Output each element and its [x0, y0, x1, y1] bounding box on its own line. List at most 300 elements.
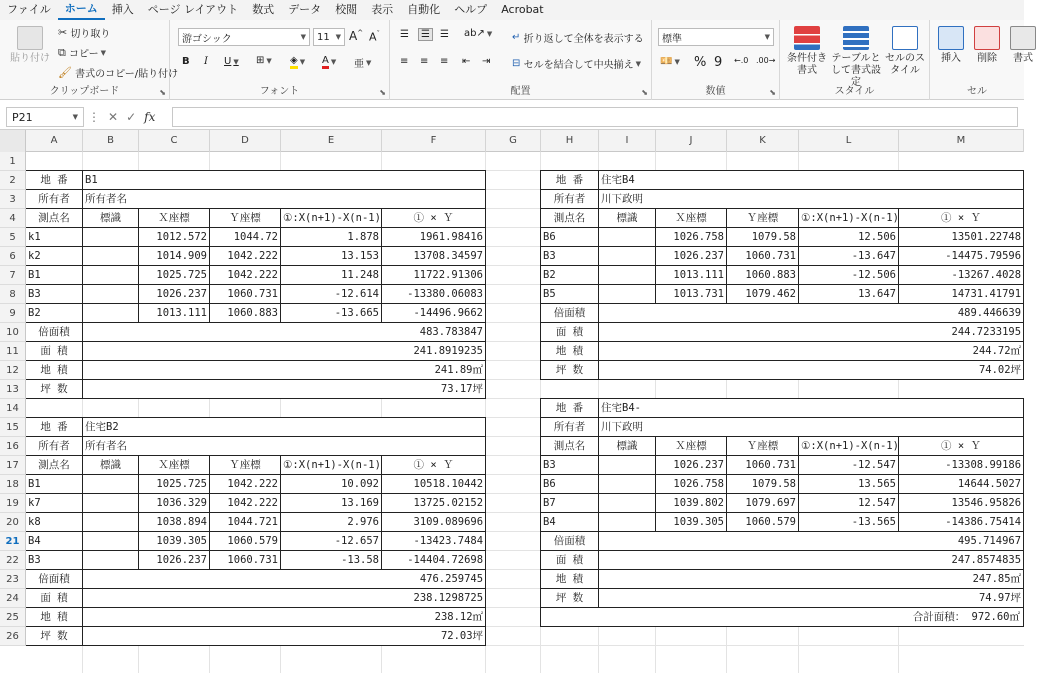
align-center-button[interactable]: [420, 56, 428, 67]
column-heading[interactable]: ①:X(n+1)-X(n-1): [281, 456, 382, 475]
data-cell[interactable]: k1: [26, 228, 83, 247]
data-cell[interactable]: -13.647: [799, 247, 899, 266]
row-header-3[interactable]: 3: [0, 190, 26, 209]
data-cell[interactable]: 1060.579: [727, 513, 799, 532]
row-header-5[interactable]: 5: [0, 228, 26, 247]
data-cell[interactable]: [83, 266, 139, 285]
data-cell[interactable]: 1042.222: [210, 475, 281, 494]
bold-button[interactable]: [182, 56, 190, 67]
data-cell[interactable]: 10.092: [281, 475, 382, 494]
summary-label[interactable]: 倍面積: [541, 532, 599, 551]
check-icon[interactable]: ✓: [126, 110, 137, 124]
column-heading[interactable]: Ｘ座標: [139, 209, 210, 228]
column-heading[interactable]: 標識: [599, 437, 656, 456]
data-cell[interactable]: [599, 456, 656, 475]
tab-2[interactable]: 挿入: [111, 3, 134, 16]
summary-value[interactable]: 72.03坪: [83, 627, 486, 646]
data-cell[interactable]: -13308.99186: [899, 456, 1024, 475]
data-cell[interactable]: 1079.697: [727, 494, 799, 513]
orientation-icon: ab↗: [464, 28, 485, 39]
data-cell[interactable]: [599, 475, 656, 494]
data-cell[interactable]: 10518.10442: [382, 475, 486, 494]
data-cell[interactable]: [599, 494, 656, 513]
data-cell[interactable]: -12.506: [799, 266, 899, 285]
data-cell[interactable]: -14475.79596: [899, 247, 1024, 266]
owner-label[interactable]: 所有者: [541, 190, 599, 209]
wrap-text-button[interactable]: ↵ 折り返して全体を表示する: [512, 32, 644, 45]
data-cell[interactable]: 1044.72: [210, 228, 281, 247]
data-cell[interactable]: 1039.305: [656, 513, 727, 532]
data-cell[interactable]: B3: [26, 285, 83, 304]
format-painter-button[interactable]: 🖌 書式のコピー/貼り付け: [58, 66, 179, 80]
worksheet-grid[interactable]: [0, 130, 1024, 673]
data-cell[interactable]: 13.647: [799, 285, 899, 304]
column-header-K[interactable]: K: [727, 130, 799, 152]
row-header-4[interactable]: 4: [0, 209, 26, 228]
column-heading[interactable]: Ｘ座標: [139, 456, 210, 475]
column-heading[interactable]: Ｘ座標: [656, 209, 727, 228]
data-cell[interactable]: 1012.572: [139, 228, 210, 247]
data-cell[interactable]: 1026.237: [139, 285, 210, 304]
column-header-G[interactable]: G: [486, 130, 541, 152]
summary-value[interactable]: 73.17坪: [83, 380, 486, 399]
increase-indent-button[interactable]: [482, 56, 490, 67]
summary-value[interactable]: 241.8919235: [83, 342, 486, 361]
owner-name[interactable]: 川下政明: [599, 190, 1024, 209]
survey-table-2: [540, 170, 1024, 380]
column-heading[interactable]: ① × Ｙ: [899, 437, 1024, 456]
row-header-6[interactable]: 6: [0, 247, 26, 266]
row-header-13[interactable]: 13: [0, 380, 26, 399]
data-cell[interactable]: B6: [541, 228, 599, 247]
comma-button[interactable]: [714, 55, 722, 70]
column-heading[interactable]: ① × Ｙ: [899, 209, 1024, 228]
row-header-11[interactable]: 11: [0, 342, 26, 361]
clipboard-group: [0, 20, 179, 100]
data-cell[interactable]: B7: [541, 494, 599, 513]
italic-icon: I: [204, 56, 208, 67]
data-cell[interactable]: 1060.883: [727, 266, 799, 285]
summary-label[interactable]: 面 積: [541, 323, 599, 342]
row-header-9[interactable]: 9: [0, 304, 26, 323]
row-header-16[interactable]: 16: [0, 437, 26, 456]
dialog-launcher-icon[interactable]: ⬊: [159, 88, 166, 97]
column-heading[interactable]: 測点名: [26, 209, 83, 228]
summary-value[interactable]: 74.97坪: [599, 589, 1024, 608]
summary-value[interactable]: 489.446639: [599, 304, 1024, 323]
data-cell[interactable]: 12.506: [799, 228, 899, 247]
data-cell[interactable]: 1026.237: [139, 551, 210, 570]
data-cell[interactable]: [83, 247, 139, 266]
number-group-label: 数値: [705, 86, 726, 97]
wrap-text-icon: ↵: [512, 32, 521, 43]
data-cell[interactable]: 1060.731: [727, 456, 799, 475]
cell-styles-icon: [892, 26, 918, 50]
data-cell[interactable]: B1: [26, 266, 83, 285]
row-header-10[interactable]: 10: [0, 323, 26, 342]
italic-button[interactable]: [204, 56, 208, 67]
summary-label[interactable]: 地 積: [26, 608, 83, 627]
summary-value[interactable]: 74.02坪: [599, 361, 1024, 380]
lot-number[interactable]: 住宅B4: [599, 171, 1024, 190]
delete-cells-button[interactable]: 削除: [972, 26, 1002, 65]
merge-center-button[interactable]: ⊟ セルを結合して中央揃え ▼: [512, 58, 641, 71]
column-header-A[interactable]: A: [26, 130, 83, 152]
column-heading[interactable]: 測点名: [541, 437, 599, 456]
data-cell[interactable]: B3: [541, 247, 599, 266]
lot-label[interactable]: 地 番: [541, 399, 599, 418]
row-header-1[interactable]: 1: [0, 152, 26, 171]
data-cell[interactable]: 1060.883: [210, 304, 281, 323]
summary-label[interactable]: 面 積: [541, 551, 599, 570]
column-heading[interactable]: Ｙ座標: [210, 456, 281, 475]
owner-label[interactable]: 所有者: [26, 437, 83, 456]
decrease-indent-button[interactable]: [462, 56, 470, 67]
column-heading[interactable]: ①:X(n+1)-X(n-1): [799, 209, 899, 228]
select-all-button[interactable]: [0, 130, 26, 152]
dialog-launcher-icon[interactable]: ⬊: [769, 88, 776, 97]
column-header-E[interactable]: E: [281, 130, 382, 152]
data-cell[interactable]: 13.169: [281, 494, 382, 513]
summary-label[interactable]: 地 積: [541, 570, 599, 589]
data-cell[interactable]: [83, 494, 139, 513]
summary-label[interactable]: 倍面積: [26, 323, 83, 342]
data-cell[interactable]: 13725.02152: [382, 494, 486, 513]
row-header-17[interactable]: 17: [0, 456, 26, 475]
summary-value[interactable]: 238.1298725: [83, 589, 486, 608]
summary-value[interactable]: 244.72㎡: [599, 342, 1024, 361]
increase-decimal-button[interactable]: [734, 56, 748, 65]
data-cell[interactable]: [83, 228, 139, 247]
data-cell[interactable]: 1026.237: [656, 247, 727, 266]
align-middle-button[interactable]: [418, 28, 433, 41]
data-cell[interactable]: 1038.894: [139, 513, 210, 532]
row-header-22[interactable]: 22: [0, 551, 26, 570]
paste-button[interactable]: 貼り付け: [8, 26, 52, 65]
row-header-20[interactable]: 20: [0, 513, 26, 532]
column-header-H[interactable]: H: [541, 130, 599, 152]
data-cell[interactable]: 1.878: [281, 228, 382, 247]
accounting-format-button[interactable]: 💴 ▼: [660, 56, 680, 67]
data-cell[interactable]: [83, 285, 139, 304]
data-cell[interactable]: k2: [26, 247, 83, 266]
summary-value[interactable]: 244.7233195: [599, 323, 1024, 342]
data-cell[interactable]: -12.614: [281, 285, 382, 304]
data-cell[interactable]: 12.547: [799, 494, 899, 513]
owner-name[interactable]: 川下政明: [599, 418, 1024, 437]
increase-decimal-icon: ←.0: [734, 56, 749, 65]
row-header-15[interactable]: 15: [0, 418, 26, 437]
format-as-table-button[interactable]: テーブルとして書式設定: [830, 26, 882, 89]
data-cell[interactable]: 1013.111: [139, 304, 210, 323]
data-cell[interactable]: -13.565: [799, 513, 899, 532]
lot-label[interactable]: 地 番: [26, 418, 83, 437]
comma-icon: 9: [714, 55, 723, 70]
data-cell[interactable]: 1079.58: [727, 228, 799, 247]
column-header-J[interactable]: J: [656, 130, 727, 152]
tab-5[interactable]: データ: [288, 3, 322, 16]
row-header-26[interactable]: 26: [0, 627, 26, 646]
data-cell[interactable]: B4: [26, 532, 83, 551]
row-header-2[interactable]: 2: [0, 171, 26, 190]
data-cell[interactable]: 1042.222: [210, 494, 281, 513]
column-heading[interactable]: 測点名: [26, 456, 83, 475]
column-header-L[interactable]: L: [799, 130, 899, 152]
lot-number[interactable]: 住宅B4-: [599, 399, 1024, 418]
data-cell[interactable]: [83, 551, 139, 570]
data-cell[interactable]: -12.547: [799, 456, 899, 475]
data-cell[interactable]: B2: [26, 304, 83, 323]
data-cell[interactable]: 13.153: [281, 247, 382, 266]
data-cell[interactable]: B2: [541, 266, 599, 285]
tab-3[interactable]: ページ レイアウト: [147, 3, 239, 16]
align-top-button[interactable]: [400, 29, 409, 40]
data-cell[interactable]: 11722.91306: [382, 266, 486, 285]
data-cell[interactable]: B4: [541, 513, 599, 532]
align-left-button[interactable]: [400, 56, 408, 67]
phonetic-button[interactable]: 亜 ▼: [354, 55, 371, 70]
summary-label[interactable]: 面 積: [26, 342, 83, 361]
column-heading[interactable]: ①:X(n+1)-X(n-1): [799, 437, 899, 456]
tab-6[interactable]: 校閲: [335, 3, 358, 16]
summary-value[interactable]: 247.8574835: [599, 551, 1024, 570]
dialog-launcher-icon[interactable]: ⬊: [379, 88, 386, 97]
data-cell[interactable]: -13380.06083: [382, 285, 486, 304]
data-cell[interactable]: [83, 513, 139, 532]
alignment-group-label: 配置: [510, 86, 531, 97]
summary-label[interactable]: 倍面積: [26, 570, 83, 589]
data-cell[interactable]: 13708.34597: [382, 247, 486, 266]
data-cell[interactable]: [83, 304, 139, 323]
row-header-23[interactable]: 23: [0, 570, 26, 589]
column-header-B[interactable]: B: [83, 130, 139, 152]
summary-label[interactable]: 坪 数: [541, 361, 599, 380]
summary-label[interactable]: 坪 数: [26, 627, 83, 646]
column-header-M[interactable]: M: [899, 130, 1024, 152]
tab-7[interactable]: 表示: [371, 3, 394, 16]
column-heading[interactable]: ① × Ｙ: [382, 456, 486, 475]
font-color-button[interactable]: A ▼: [322, 55, 336, 69]
data-cell[interactable]: 11.248: [281, 266, 382, 285]
data-cell[interactable]: 1042.222: [210, 266, 281, 285]
data-cell[interactable]: [599, 285, 656, 304]
data-cell[interactable]: -13423.7484: [382, 532, 486, 551]
insert-cells-button[interactable]: 挿入: [936, 26, 966, 65]
data-cell[interactable]: 13.565: [799, 475, 899, 494]
data-cell[interactable]: 2.976: [281, 513, 382, 532]
data-cell[interactable]: k7: [26, 494, 83, 513]
data-cell[interactable]: -12.657: [281, 532, 382, 551]
font-group: [170, 20, 390, 100]
tab-4[interactable]: 数式: [252, 3, 275, 16]
owner-name[interactable]: 所有者名: [83, 437, 486, 456]
summary-value[interactable]: 495.714967: [599, 532, 1024, 551]
data-cell[interactable]: [599, 266, 656, 285]
data-cell[interactable]: B3: [26, 551, 83, 570]
chevron-down-icon: ▼: [300, 33, 306, 41]
data-cell[interactable]: 1014.909: [139, 247, 210, 266]
format-cells-button[interactable]: 書式: [1008, 26, 1038, 65]
decrease-decimal-button[interactable]: [756, 56, 775, 65]
data-cell[interactable]: 1079.58: [727, 475, 799, 494]
lot-number[interactable]: 住宅B2: [83, 418, 486, 437]
align-top-icon: ☰: [400, 29, 409, 40]
row-header-7[interactable]: 7: [0, 266, 26, 285]
owner-label[interactable]: 所有者: [26, 190, 83, 209]
data-cell[interactable]: 1039.802: [656, 494, 727, 513]
insert-function-button[interactable]: fx: [144, 110, 156, 124]
summary-value[interactable]: 247.85㎡: [599, 570, 1024, 589]
summary-label[interactable]: 倍面積: [541, 304, 599, 323]
data-cell[interactable]: 1044.721: [210, 513, 281, 532]
row-header-21[interactable]: 21: [0, 532, 26, 551]
decrease-font-button[interactable]: [369, 30, 380, 44]
data-cell[interactable]: 1013.731: [656, 285, 727, 304]
column-heading[interactable]: 測点名: [541, 209, 599, 228]
more-icon[interactable]: ⋮: [88, 110, 100, 124]
owner-label[interactable]: 所有者: [541, 418, 599, 437]
data-cell[interactable]: 1025.725: [139, 475, 210, 494]
font-name-select[interactable]: 游ゴシック ▼: [178, 28, 310, 46]
ribbon-tab-bar: [0, 0, 1024, 20]
column-heading[interactable]: Ｙ座標: [727, 209, 799, 228]
data-cell[interactable]: B5: [541, 285, 599, 304]
data-cell[interactable]: 3109.089696: [382, 513, 486, 532]
data-cell[interactable]: -14386.75414: [899, 513, 1024, 532]
data-cell[interactable]: -14496.9662: [382, 304, 486, 323]
summary-value[interactable]: 238.12㎡: [83, 608, 486, 627]
orientation-button[interactable]: ab↗ ▼: [464, 28, 493, 39]
increase-font-button[interactable]: [349, 29, 363, 43]
tab-8[interactable]: 自動化: [407, 3, 441, 16]
column-heading[interactable]: 標識: [83, 456, 139, 475]
summary-value[interactable]: 476.259745: [83, 570, 486, 589]
font-size-select[interactable]: 11 ▼: [313, 28, 345, 46]
number-format-select[interactable]: 標準 ▼: [658, 28, 774, 46]
column-heading[interactable]: ① × Ｙ: [382, 209, 486, 228]
total-area[interactable]: 合計面積： 972.60㎡: [540, 607, 1024, 627]
tab-0[interactable]: ファイル: [7, 3, 51, 16]
data-cell[interactable]: 1060.579: [210, 532, 281, 551]
data-cell[interactable]: [599, 228, 656, 247]
clipboard-group-label: クリップボード: [49, 86, 120, 97]
column-header-I[interactable]: I: [599, 130, 656, 152]
data-cell[interactable]: 13546.95826: [899, 494, 1024, 513]
summary-label[interactable]: 坪 数: [26, 380, 83, 399]
percent-button[interactable]: [694, 55, 706, 70]
align-bottom-button[interactable]: [440, 29, 449, 40]
data-cell[interactable]: -13267.4028: [899, 266, 1024, 285]
summary-label[interactable]: 地 積: [541, 342, 599, 361]
tab-9[interactable]: ヘルプ: [454, 3, 488, 16]
column-heading[interactable]: ①:X(n+1)-X(n-1): [281, 209, 382, 228]
data-cell[interactable]: 1079.462: [727, 285, 799, 304]
underline-button[interactable]: U ▼: [224, 56, 239, 67]
row-header-24[interactable]: 24: [0, 589, 26, 608]
data-cell[interactable]: -13.58: [281, 551, 382, 570]
data-cell[interactable]: [599, 513, 656, 532]
row-header-25[interactable]: 25: [0, 608, 26, 627]
row-header-12[interactable]: 12: [0, 361, 26, 380]
row-header-19[interactable]: 19: [0, 494, 26, 513]
summary-value[interactable]: 241.89㎡: [83, 361, 486, 380]
align-center-icon: ≡: [420, 56, 429, 67]
data-cell[interactable]: [83, 532, 139, 551]
summary-label[interactable]: 地 積: [26, 361, 83, 380]
row-header-14[interactable]: 14: [0, 399, 26, 418]
column-header-F[interactable]: F: [382, 130, 486, 152]
lot-label[interactable]: 地 番: [26, 171, 83, 190]
owner-name[interactable]: 所有者名: [83, 190, 486, 209]
column-heading[interactable]: Ｘ座標: [656, 437, 727, 456]
tab-10[interactable]: Acrobat: [501, 3, 544, 16]
copy-button[interactable]: ⧉ コピー ▼: [58, 45, 107, 60]
row-header-8[interactable]: 8: [0, 285, 26, 304]
column-heading[interactable]: 標識: [83, 209, 139, 228]
data-cell[interactable]: 1060.731: [727, 247, 799, 266]
column-header-D[interactable]: D: [210, 130, 281, 152]
column-header-C[interactable]: C: [139, 130, 210, 152]
data-cell[interactable]: 1042.222: [210, 247, 281, 266]
data-cell[interactable]: 1026.758: [656, 475, 727, 494]
column-heading[interactable]: Ｙ座標: [210, 209, 281, 228]
data-cell[interactable]: 1013.111: [656, 266, 727, 285]
row-header-18[interactable]: 18: [0, 475, 26, 494]
formula-input[interactable]: [172, 107, 1018, 127]
data-cell[interactable]: [599, 247, 656, 266]
data-cell[interactable]: B6: [541, 475, 599, 494]
data-cell[interactable]: 1026.237: [656, 456, 727, 475]
data-cell[interactable]: -14404.72698: [382, 551, 486, 570]
data-cell[interactable]: 1060.731: [210, 285, 281, 304]
align-right-button[interactable]: [440, 56, 448, 67]
data-cell[interactable]: -13.665: [281, 304, 382, 323]
align-bottom-icon: ☰: [440, 29, 449, 40]
data-cell[interactable]: 14644.5027: [899, 475, 1024, 494]
underline-icon: U: [224, 56, 232, 67]
tab-1[interactable]: ホーム: [58, 0, 105, 20]
cancel-icon[interactable]: ✕: [108, 110, 119, 124]
data-cell[interactable]: 13501.22748: [899, 228, 1024, 247]
data-cell[interactable]: B3: [541, 456, 599, 475]
summary-label[interactable]: 坪 数: [541, 589, 599, 608]
cell-styles-button[interactable]: セルのスタイル: [884, 26, 926, 77]
data-cell[interactable]: 14731.41791: [899, 285, 1024, 304]
data-cell[interactable]: 1036.329: [139, 494, 210, 513]
summary-label[interactable]: 面 積: [26, 589, 83, 608]
data-cell[interactable]: 1060.731: [210, 551, 281, 570]
data-cell[interactable]: [83, 475, 139, 494]
dialog-launcher-icon[interactable]: ⬊: [641, 88, 648, 97]
data-cell[interactable]: B1: [26, 475, 83, 494]
summary-value[interactable]: 483.783847: [83, 323, 486, 342]
borders-button[interactable]: ⊞ ▼: [256, 55, 272, 66]
fill-color-button[interactable]: ◈ ▼: [290, 55, 305, 69]
cut-button[interactable]: ✂ 切り取り: [58, 26, 111, 40]
column-heading[interactable]: 標識: [599, 209, 656, 228]
data-cell[interactable]: k8: [26, 513, 83, 532]
conditional-format-button[interactable]: 条件付き書式: [784, 26, 830, 77]
data-cell[interactable]: 1026.758: [656, 228, 727, 247]
data-cell[interactable]: 1025.725: [139, 266, 210, 285]
fill-color-icon: ◈: [290, 55, 298, 69]
column-heading[interactable]: Ｙ座標: [727, 437, 799, 456]
data-cell[interactable]: 1039.305: [139, 532, 210, 551]
lot-label[interactable]: 地 番: [541, 171, 599, 190]
lot-number[interactable]: B1: [83, 171, 486, 190]
name-box[interactable]: P21 ▼: [6, 107, 84, 127]
data-cell[interactable]: 1961.98416: [382, 228, 486, 247]
